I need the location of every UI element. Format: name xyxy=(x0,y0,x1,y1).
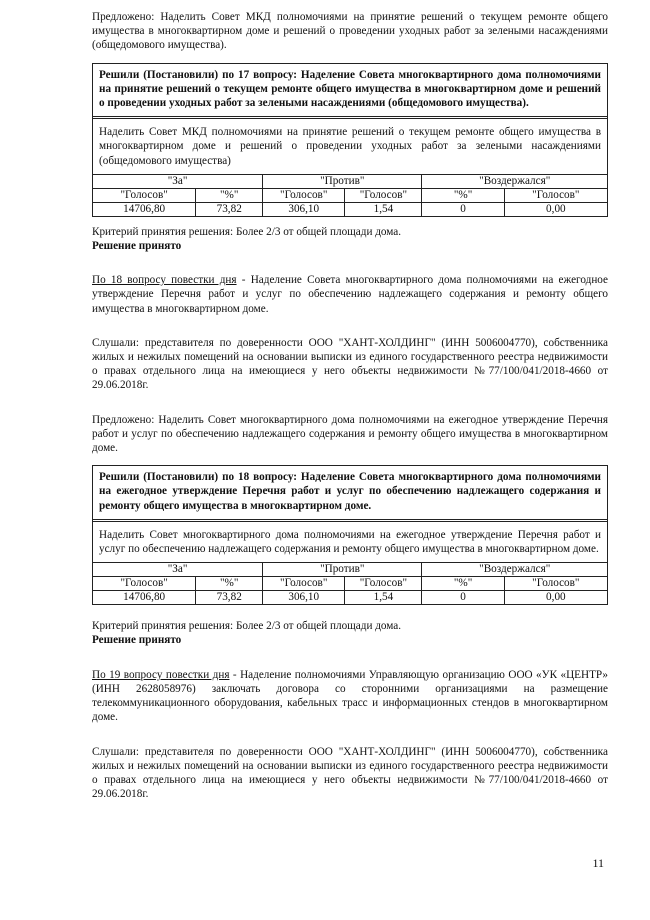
page-number: 11 xyxy=(592,856,604,870)
votes-sub-label: "Голосов" xyxy=(93,188,196,202)
votes-value: 0,00 xyxy=(504,202,607,216)
q18-decision-text: Наделить Совет многоквартирного дома полномочиями на ежегодное утверждение Перечня работ и услуг по обеспечению надлежащего содержания и ремонту общего имущества в многоквартирном доме. xyxy=(99,528,601,556)
votes-sub-label: "%" xyxy=(196,577,263,591)
votes-header-for: "За" xyxy=(93,174,263,188)
q17-result: Решение принято xyxy=(92,240,182,253)
votes-sub-label: "Голосов" xyxy=(504,577,607,591)
q18-result: Решение принято xyxy=(92,634,182,647)
votes-sub-label: "%" xyxy=(196,188,263,202)
q18-agenda-prefix: По 18 вопросу повестки дня xyxy=(92,274,237,287)
q18-resolution-box xyxy=(92,465,608,605)
votes-sub-label: "%" xyxy=(422,188,504,202)
q18-votes-table xyxy=(93,562,607,604)
votes-header-for: "За" xyxy=(93,563,263,577)
votes-header-abstain: "Воздержался" xyxy=(422,174,607,188)
votes-sub-label: "%" xyxy=(422,577,504,591)
q19-agenda xyxy=(92,668,608,725)
q18-criteria: Критерий принятия решения: Более 2/3 от общей площади дома. xyxy=(92,620,402,633)
votes-sub-label: "Голосов" xyxy=(93,577,196,591)
q18-agenda-text: - Наделение Совета многоквартирного дома полномочиями на ежегодное утверждение Перечня работ и услуг по обеспечению надлежащего содержания и ремонту общего имущества в многоквартирном доме. xyxy=(92,274,608,315)
votes-header-against: "Против" xyxy=(263,174,422,188)
q19-heard: Слушали: представителя по доверенности ООО "ХАНТ-ХОЛДИНГ" (ИНН 5006004770), собственника жилых и нежилых помещений на основании выписки из единого государственного реестра недвижимости о правах отдельного лица на имеющиеся у него объекты недвижимости №77/100/041/2018-4660 от 29.06.2018г. xyxy=(92,745,608,801)
votes-header-against: "Против" xyxy=(263,563,422,577)
q17-criteria: Критерий принятия решения: Более 2/3 от общей площади дома. xyxy=(92,225,402,238)
q19-agenda-prefix: По 19 вопросу повестки дня xyxy=(92,668,230,681)
votes-value: 73,82 xyxy=(196,591,263,605)
q17-resolved-heading: Решили (Постановили) по 17 вопросу: Наделение Совета многоквартирного дома полномочиями на принятие решений о текущем ремонте общего имущества в многоквартирном доме и решений о проведении уходных работ за зелеными насаждениями (общедомового имущества). xyxy=(93,64,607,120)
q18-heard: Слушали: представителя по доверенности ООО "ХАНТ-ХОЛДИНГ" (ИНН 5006004770), собственника жилых и нежилых помещений на основании выписки из единого государственного реестра недвижимости о правах отдельного лица на имеющиеся у него объекты недвижимости №77/100/041/2018-4660 от 29.06.2018г. xyxy=(92,336,608,392)
votes-value: 0 xyxy=(422,202,504,216)
votes-sub-label: "Голосов" xyxy=(263,188,345,202)
votes-sub-label: "Голосов" xyxy=(345,188,422,202)
votes-sub-label: "Голосов" xyxy=(345,577,422,591)
document-page xyxy=(92,10,608,801)
votes-header-abstain: "Воздержался" xyxy=(422,563,607,577)
votes-value: 1,54 xyxy=(345,591,422,605)
q19-agenda-text: - Наделение полномочиями Управляющую организацию ООО «УК «ЦЕНТР» (ИНН 2628058976) заключать договора со сторонними организациями на размещение телекоммуникационного оборудования, кабельных трасс и информационных стендов в многоквартирном доме. xyxy=(92,668,608,724)
q17-votes-table xyxy=(93,174,607,216)
votes-sub-label: "Голосов" xyxy=(263,577,345,591)
votes-value: 306,10 xyxy=(263,202,345,216)
votes-sub-label: "Голосов" xyxy=(504,188,607,202)
q18-proposed: Предложено: Наделить Совет многоквартирного дома полномочиями на ежегодное утверждение Перечня работ и услуг по обеспечению надлежащего содержания и ремонту общего имущества в многоквартирном доме. xyxy=(92,413,608,455)
votes-value: 306,10 xyxy=(263,591,345,605)
q18-agenda xyxy=(92,273,608,316)
q17-resolution-box xyxy=(92,63,608,217)
q17-proposed: Предложено: Наделить Совет МКД полномочиями на принятие решений о текущем ремонте общего имущества в многоквартирном доме и решений о проведении уходных работ за зелеными насаждениями (общедомового имущества). xyxy=(92,11,608,52)
votes-value: 0,00 xyxy=(504,591,607,605)
votes-value: 14706,80 xyxy=(93,591,196,605)
votes-value: 0 xyxy=(422,591,504,605)
votes-value: 1,54 xyxy=(345,202,422,216)
votes-value: 14706,80 xyxy=(93,202,196,216)
q17-decision-text: Наделить Совет МКД полномочиями на принятие решений о текущем ремонте общего имущества в многоквартирном доме и решений о проведении уходных работ за зелеными насаждениями (общедомового имущества) xyxy=(99,126,601,167)
votes-value: 73,82 xyxy=(196,202,263,216)
q18-resolved-heading: Решили (Постановили) по 18 вопросу: Наделение Совета многоквартирного дома полномочиями на ежегодное утверждение Перечня работ и услуг по обеспечению надлежащего содержания и ремонту общего имущества в многоквартирном доме. xyxy=(93,466,607,522)
